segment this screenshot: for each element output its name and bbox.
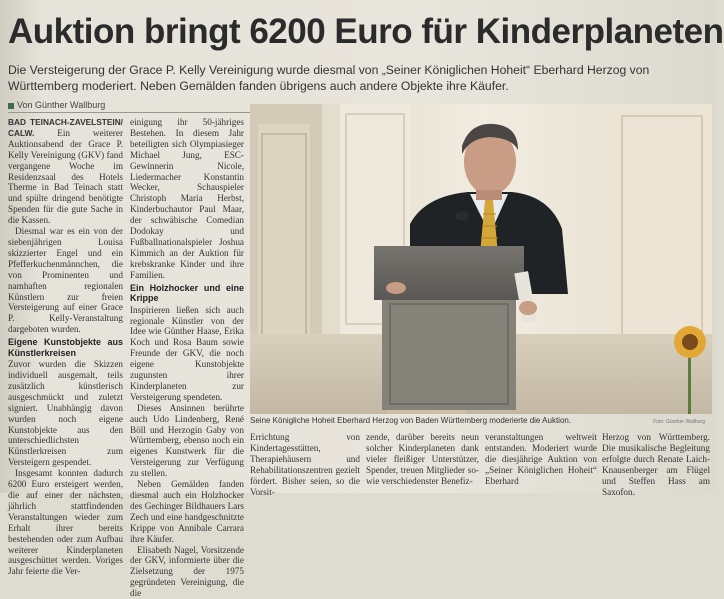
paragraph: einigung ihr 50-jähriges Bestehen. In diesem Jahr beteiligten sich Olympiasieger Michael Jung, ESC-Gewinnerin Nicole, Liedermacher Konstantin Wecker, Schauspieler Christoph Maria Herbst, Kinderbuchautor Paul Maar, der schwäbische Comedian Dodokay und Fußballnationalspieler Joshua Kimmich an der Auktion für krebskranke Kinder und ihre Familien. bbox=[130, 117, 244, 280]
paragraph-text: Ein weiterer Auktionsabend der Grace P. Kelly Vereinigung (GKV) fand vergangene Woche im Residenzsaal des Hotels Therme in Bad Teinach statt und spülte dringend benötigte Spenden für die gute Sache in die Kassen. bbox=[8, 127, 123, 226]
paragraph: Dieses Ansinnen berührte auch Udo Lindenberg, René Böll und Herzogin Gaby von Württemberg, ebenso noch ein eigenes Kunstwerk für die Versteigerung zur Verfügung zu stellen. bbox=[130, 402, 244, 479]
byline-marker-icon bbox=[8, 103, 14, 109]
article-column-2 bbox=[130, 117, 244, 599]
article-column-5 bbox=[485, 432, 597, 493]
paragraph: Neben Gemälden fanden diesmal auch ein Holzhocker des Gechinger Bildhauers Lars Zech und eine handgeschnitzte Krippe von Annibale Carrara ihre Käufer. bbox=[130, 479, 244, 544]
paragraph: Diesmal war es ein von der siebenjährigen Louisa skizzierter Engel und ein Pfefferkuchenmännchen, die von Prominenten und namhaften regionalen Künstlern zur freien Versteigerung auf einer Grace P. Kelly-Veranstaltung dargeboten wurden. bbox=[8, 226, 123, 335]
byline bbox=[8, 100, 105, 110]
paragraph: Zuvor wurden die Skizzen individuell ausgemalt, teils zusätzlich künstlerisch ausgeschmückt und zuletzt signiert. Unabhängig davon wurden noch eigene Kunstobjekte aus den unterschiedlichsten Künstlerkreisen zum Versteigern gespendet. bbox=[8, 359, 123, 468]
paragraph: Inspirieren ließen sich auch regionale Künstler von der Idee wie Günther Haase, Erika Koch und Rosa Baum sowie Freunde der GKV, die noch eigene Kunstobjekte zugunsten ihrer Kinderplaneten zur Versteigerung spendeten. bbox=[130, 304, 244, 402]
dateline: BAD TEINACH-ZAVELSTEIN/ CALW. bbox=[8, 117, 123, 138]
paragraph: Elisabeth Nagel, Vorsitzende der GKV, informierte über die Zielsetzung der 1975 gegründeten Vereinigung, die die bbox=[130, 544, 244, 599]
paragraph bbox=[8, 117, 123, 226]
article-column-3 bbox=[250, 432, 360, 497]
subheading: Ein Holzhocker und eine Krippe bbox=[130, 282, 244, 304]
article-photo bbox=[250, 104, 712, 414]
article-column-6 bbox=[602, 432, 710, 497]
photo-speaker-at-lectern bbox=[250, 104, 712, 414]
paragraph: Errichtung von Kindertagesstätten, Therapiehäusern und Rehabilitationszentren gezielt fördert. Bisher seien, so die Vorsit- bbox=[250, 432, 360, 497]
photo-credit: Foto: Günther Wallburg bbox=[653, 419, 705, 425]
lead-paragraph: Die Versteigerung der Grace P. Kelly Vereinigung wurde diesmal von „Seiner Königlichen Hoheit“ Eberhard Herzog von Württemberg moderiert. Neben Gemälden fanden übrigens auch andere Objekte ihre Käufer. bbox=[8, 63, 650, 93]
article-column-1 bbox=[8, 117, 123, 577]
subheading: Eigene Kunstobjekte aus Künstlerkreisen bbox=[8, 337, 123, 358]
article-column-4 bbox=[366, 432, 479, 493]
paragraph: veranstaltungen weltweit entstanden. Moderiert wurde die diesjährige Auktion von „Seiner Königlichen Hoheit“ Eberhard bbox=[485, 432, 597, 486]
paragraph: Insgesamt konnten dadurch 6200 Euro ersteigert werden, die auf einer der nächsten, jährlich stattfindenden Veranstaltungen wieder zum Erhalt ihrer bereits bestehenden oder zum Aufbau weiterer Kinderplaneten ausgeschüttet werden. Voriges Jahr feierte die Ver- bbox=[8, 468, 123, 577]
photo-caption: Seine Königliche Hoheit Eberhard Herzog von Baden Württemberg moderierte die Auktion. bbox=[250, 416, 572, 425]
paragraph: Herzog von Württemberg. Die musikalische Begleitung erfolgte durch Renate Laich-Knausenberger am Flügel und Steffen Hass am Saxofon. bbox=[602, 432, 710, 497]
byline-text: Von Günther Wallburg bbox=[17, 100, 106, 110]
headline: Auktion bringt 6200 Euro für Kinderplaneten bbox=[8, 12, 724, 51]
paragraph: zende, darüber bereits neun solcher Kinderplaneten dank vieler fleißiger Unterstützer, Spender, treuen Mitglieder so- wie verschiedenster Benefiz- bbox=[366, 432, 479, 486]
